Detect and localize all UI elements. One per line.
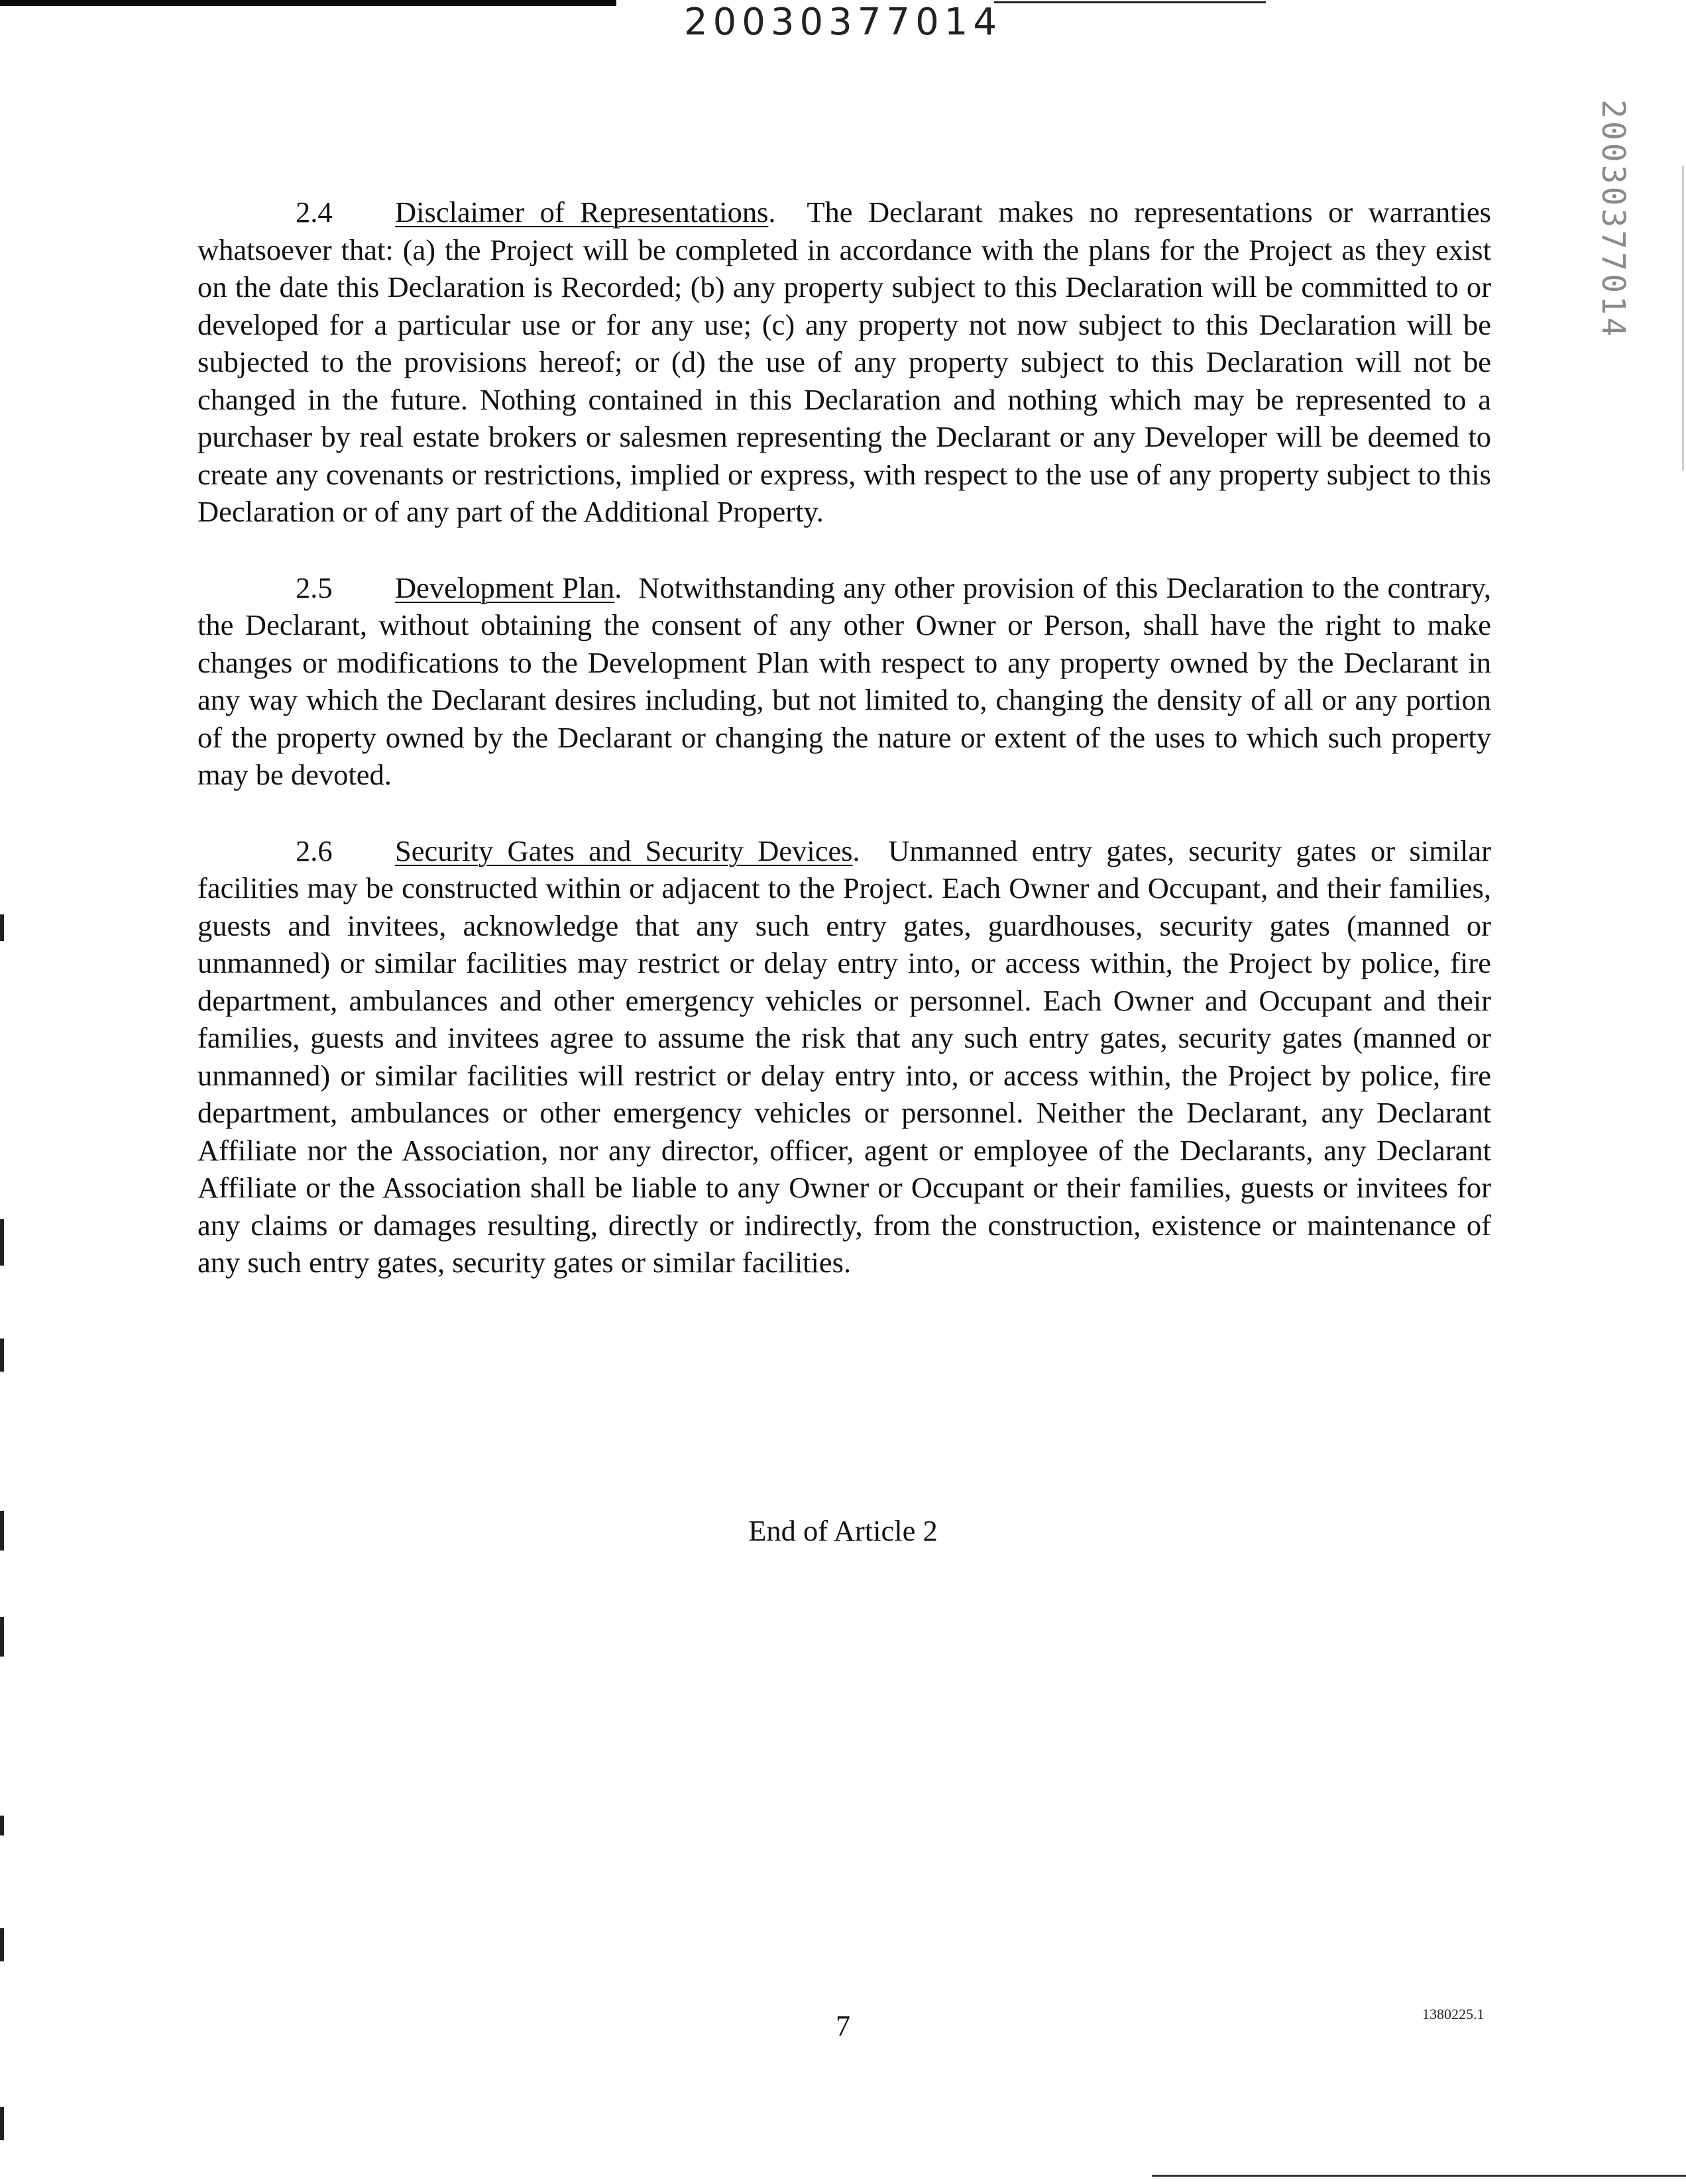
section-heading: Disclaimer of Representations	[395, 195, 769, 229]
scan-right-edge	[1682, 166, 1684, 470]
scan-edge-mark	[0, 914, 4, 941]
section-text: The Declarant makes no representations or warranties whatsoever that: (a) the Project will be completed in accordance with the plans for the Project as they exist on the date this Declaration is Recorded; (b) any property subject to this Declaration will be committed to or developed for a particular use or for any use; (c) any property not now subject to this Declaration will be subjected to the provisions hereof; or (d) the use of any property subject to this Declaration will not be changed in the future. Nothing contained in this Declaration and nothing which may be represented to a purchaser by real estate brokers or salesmen representing the Declarant or any Developer will be deemed to create any covenants or restrictions, implied or express, with respect to the use of any property subject to this Declaration or of any part of the Additional Property.	[197, 195, 1491, 528]
scan-bottom-line	[1152, 2175, 1686, 2177]
document-id: 1380225.1	[1422, 2006, 1485, 2022]
section-number: 2.6	[296, 834, 333, 867]
scan-edge-mark	[0, 1338, 4, 1372]
section-text: Unmanned entry gates, security gates or similar facilities may be constructed within or adjacent to the Project. Each Owner and Occupant, and their families, guests and invitees, acknowledge that any such entry gates, guardhouses, security gates (manned or unmanned) or similar facilities may restrict or delay entry into, or access within, the Project by police, fire department, ambulances and other emergency vehicles or personnel. Each Owner and Occupant and their families, guests and invitees agree to assume the risk that any such entry gates, security gates (manned or unmanned) or similar facilities will restrict or delay entry into, or access within, the Project by police, fire department, ambulances or other emergency vehicles or personnel. Neither the Declarant, any Declarant Affiliate nor the Association, nor any director, officer, agent or employee of the Declarants, any Declarant Affiliate or the Association shall be liable to any Owner or Occupant or their families, guests or invitees for any claims or damages resulting, directly or indirectly, from the construction, existence or maintenance of any such entry gates, security gates or similar facilities.	[197, 834, 1491, 1279]
end-of-article: End of Article 2	[748, 1514, 938, 1547]
side-recording-stamp: 20030377014	[1595, 99, 1632, 339]
document-body	[197, 193, 1491, 1320]
section-2-5: 2.5 Development Plan. Notwithstanding any other provision of this Declaration to the contrary, the Declarant, without obtaining the consent of any other Owner or Person, shall have the right to make changes or modifications to the Development Plan with respect to any property owned by the Declarant in any way which the Declarant desires including, but not limited to, changing the density of all or any portion of the property owned by the Declarant or changing the nature or extent of the uses to which such property may be devoted.	[197, 569, 1491, 794]
section-heading: Security Gates and Security Devices	[395, 834, 853, 867]
section-number: 2.4	[296, 195, 333, 229]
page-number: 7	[836, 2010, 850, 2042]
scan-edge-mark	[0, 1928, 4, 1961]
scan-edge-mark	[0, 1511, 4, 1551]
section-2-6: 2.6 Security Gates and Security Devices. Unmanned entry gates, security gates or similar facilities may be constructed within or adjacent to the Project. Each Owner and Occupant, and their families, guests and invitees, acknowledge that any such entry gates, guardhouses, security gates (manned or unmanned) or similar facilities may restrict or delay entry into, or access within, the Project by police, fire department, ambulances and other emergency vehicles or personnel. Each Owner and Occupant and their families, guests and invitees agree to assume the risk that any such entry gates, security gates (manned or unmanned) or similar facilities will restrict or delay entry into, or access within, the Project by police, fire department, ambulances or other emergency vehicles or personnel. Neither the Declarant, any Declarant Affiliate nor the Association, nor any director, officer, agent or employee of the Declarants, any Declarant Affiliate or the Association shall be liable to any Owner or Occupant or their families, guests or invitees for any claims or damages resulting, directly or indirectly, from the construction, existence or maintenance of any such entry gates, security gates or similar facilities.	[197, 832, 1491, 1282]
scan-edge-mark	[0, 1219, 4, 1266]
section-text: Notwithstanding any other provision of this Declaration to the contrary, the Declarant, without obtaining the consent of any other Owner or Person, shall have the right to make changes or modifications to the Development Plan with respect to any property owned by the Declarant in any way which the Declarant desires including, but not limited to, changing the density of all or any portion of the property owned by the Declarant or changing the nature or extent of the uses to which such property may be devoted.	[197, 571, 1491, 791]
section-2-4: 2.4 Disclaimer of Representations. The Declarant makes no representations or warranties whatsoever that: (a) the Project will be completed in accordance with the plans for the Project as they exist on the date this Declaration is Recorded; (b) any property subject to this Declaration will be committed to or developed for a particular use or for any use; (c) any property not now subject to this Declaration will be subjected to the provisions hereof; or (d) the use of any property subject to this Declaration will not be changed in the future. Nothing contained in this Declaration and nothing which may be represented to a purchaser by real estate brokers or salesmen representing the Declarant or any Developer will be deemed to create any covenants or restrictions, implied or express, with respect to the use of any property subject to this Declaration or of any part of the Additional Property.	[197, 193, 1491, 531]
scan-edge-mark	[0, 1816, 4, 1835]
section-number: 2.5	[296, 571, 333, 604]
scan-edge-mark	[0, 2107, 4, 2140]
section-heading: Development Plan	[395, 571, 615, 604]
scan-edge-mark	[0, 1617, 4, 1657]
recording-number: 20030377014	[684, 1, 1002, 44]
